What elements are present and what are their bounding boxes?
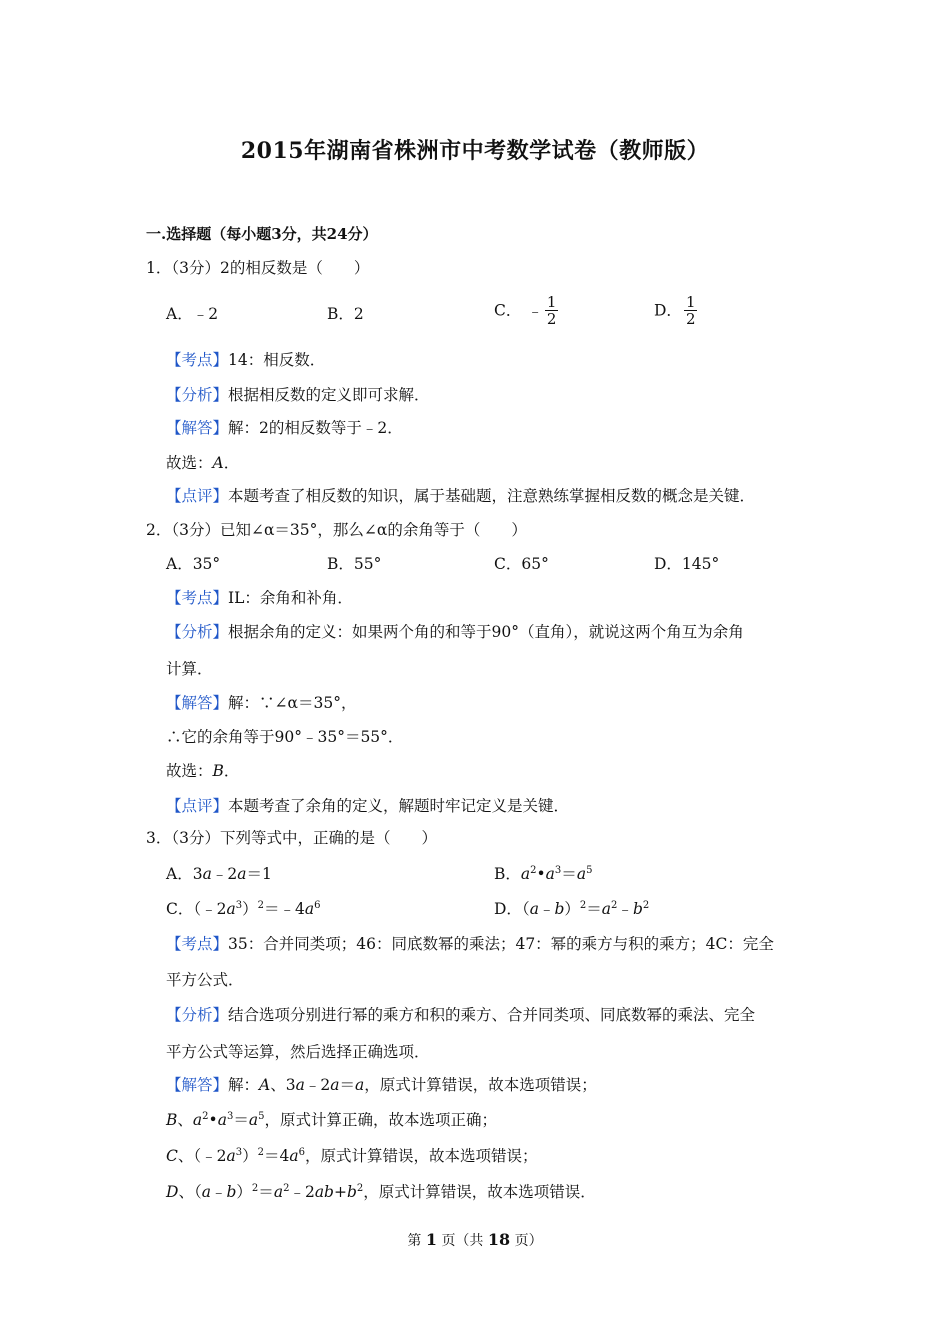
q3-jieda-c: C、$(﹣2a^3)^2=4a^6$，原式计算错误，故本选项错误； (166, 1147, 538, 1165)
section-heading: 一.选择题（每小题3分，共24分） (146, 225, 378, 243)
fraction: $\frac{1}{2}$ (546, 293, 557, 328)
q2-option-c: C．65° (494, 555, 549, 573)
q1-option-c: C． ﹣ $\frac{1}{2}$ (494, 293, 557, 328)
question-2-stem: 2．（3分）已知∠α＝35°，那么∠α的余角等于（ ） (146, 521, 527, 539)
q3-kaodian-cont: 平方公式． (166, 971, 244, 989)
q3-jieda-b: B、$a^2•a^3=a^5$，原式计算正确，故本选项正确； (166, 1111, 497, 1129)
question-3-stem: 3．（3分）下列等式中，正确的是（ ） (146, 829, 437, 847)
q1-jieda: 【解答】解：2的相反数等于﹣2． (166, 419, 403, 437)
question-1-stem: 1．（3分）2的相反数是（ ） (146, 259, 370, 277)
q1-kaodian: 【考点】14：相反数． (166, 351, 326, 369)
q1-option-d: D． $\frac{1}{2}$ (654, 293, 696, 328)
q3-kaodian: 【考点】35：合并同类项；46：同底数幂的乘法；47：幂的乘方与积的乘方；4C：完全 (166, 935, 774, 953)
fraction: $\frac{1}{2}$ (685, 293, 696, 328)
q1-guxuan: 故选：A． (166, 454, 240, 472)
q1-dianping: 【点评】本题考查了相反数的知识，属于基础题，注意熟练掌握相反数的概念是关键． (166, 487, 756, 505)
q3-jieda-d: D、$(a﹣b)^2=a^2﹣2ab+b^2$，原式计算错误，故本选项错误． (166, 1183, 596, 1201)
q1-fenxi: 【分析】根据相反数的定义即可求解． (166, 386, 430, 404)
q3-fenxi: 【分析】结合选项分别进行幂的乘方和积的乘方、合并同类项、同底数幂的乘法、完全 (166, 1006, 756, 1024)
q2-option-a: A．35° (166, 555, 221, 573)
q2-option-b: B．55° (327, 555, 382, 573)
q1-option-a: A．﹣2 (166, 305, 219, 323)
q3-option-c: C．$(﹣2a^3)^2=﹣4a^6$ (166, 900, 321, 918)
q2-option-d: D．145° (654, 555, 720, 573)
q2-fenxi: 【分析】根据余角的定义：如果两个角的和等于90°（直角），就说这两个角互为余角 (166, 623, 744, 641)
q1-option-b: B．2 (327, 305, 364, 323)
q2-dianping: 【点评】本题考查了余角的定义，解题时牢记定义是关键． (166, 797, 570, 815)
q2-kaodian: 【考点】IL：余角和补角． (166, 589, 353, 607)
q2-jieda-step: ∴它的余角等于90°﹣35°＝55°． (166, 728, 404, 746)
q3-option-d: D．$(a﹣b)^2=a^2﹣b^2$ (494, 900, 650, 918)
q2-fenxi-cont: 计算． (166, 660, 213, 678)
page-footer: 第 1 页（共 18 页） (407, 1230, 543, 1249)
q3-jieda: 【解答】解：A、3a﹣2a＝a，原式计算错误，故本选项错误； (166, 1076, 597, 1094)
q3-option-a: A．3a﹣2a＝1 (166, 865, 272, 883)
q2-guxuan: 故选：B． (166, 762, 240, 780)
q3-fenxi-cont: 平方公式等运算，然后选择正确选项． (166, 1043, 430, 1061)
page-title: 2015年湖南省株洲市中考数学试卷（教师版） (240, 138, 710, 164)
q2-jieda: 【解答】解：∵∠α＝35°， (166, 694, 357, 712)
q3-option-b: B．$a^2•a^3=a^5$ (494, 865, 593, 883)
